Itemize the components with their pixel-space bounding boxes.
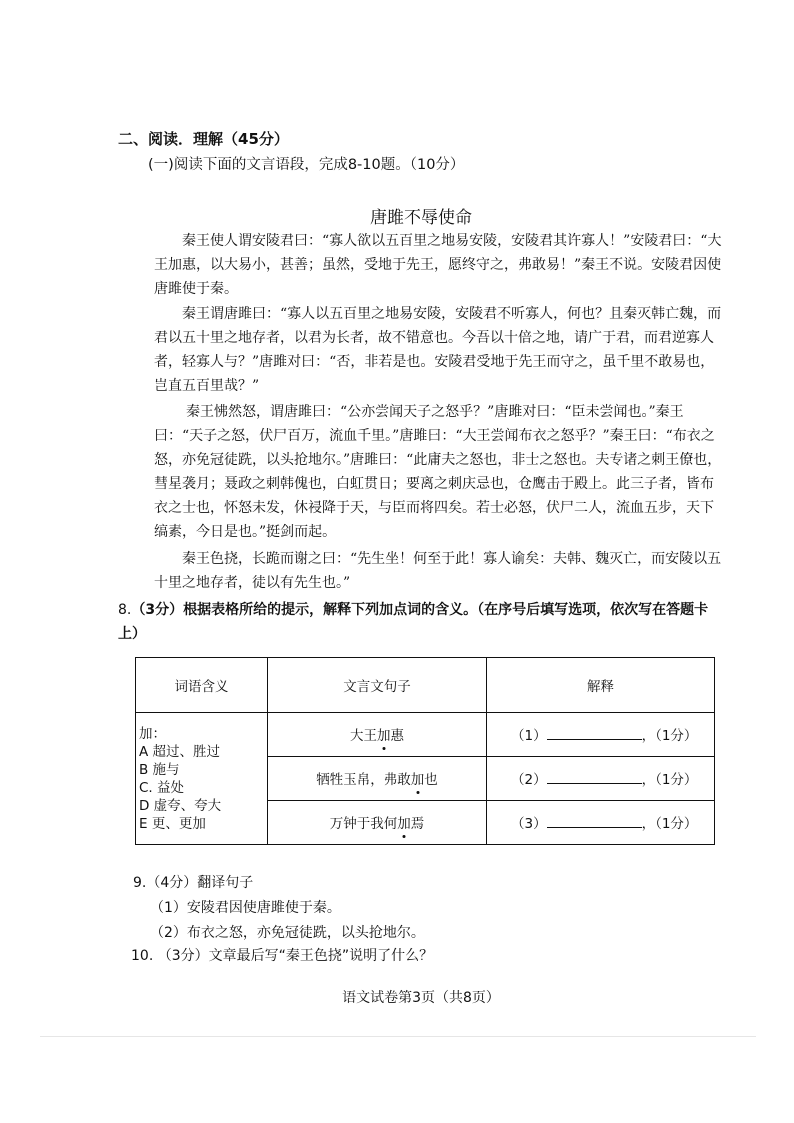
sentence-cell bbox=[268, 756, 487, 800]
sentence-text: 惠 bbox=[390, 728, 404, 745]
answer-score: ，（1分） bbox=[641, 772, 698, 789]
meaning-line: D 虚夸、夸大 bbox=[139, 797, 222, 814]
meaning-line: B 施与 bbox=[139, 761, 180, 778]
page-footer: 语文试卷第3页（共8页） bbox=[342, 990, 500, 1006]
subsection-title: (一)阅读下面的文言语段，完成8-10题。（10分） bbox=[148, 157, 465, 173]
dotted-word: 加 bbox=[397, 816, 411, 833]
dotted-word: 加 bbox=[377, 728, 391, 745]
article-paragraph: 秦王怫然怒，谓唐雎曰：“公亦尝闻天子之怒乎？”唐雎对曰：“臣未尝闻也。”秦王曰：“天子之怒，伏尸百万，流血千里。”唐雎曰：“大王尝闻布衣之怒乎？”秦王曰：“布衣之怒，亦免冠徒跣，以头抢地尔。”唐雎曰：“此庸夫之怒也，非士之怒也。夫专诸之刺王僚也，彗星袭月；聂政之刺韩傀也，白虹贯日；要离之刺庆忌也，仓鹰击于殿上。此三子者，皆布衣之士也，怀怒未发，休祲降于天，与臣而将四矣。若士必怒，伏尸二人，流血五步，天下缟素，今日是也。”挺剑而起。 bbox=[154, 404, 722, 540]
article-paragraph: 秦王谓唐雎曰：“寡人以五百里之地易安陵，安陵君不听寡人，何也？且秦灭韩亡魏，而君以五十里之地存者，以君为长者，故不错意也。今吾以十倍之地，请广于君，而君逆寡人者，轻寡人与？”唐雎对曰：“否，非若是也。安陵君受地于先王而守之，虽千里不敢易也，岂直五百里哉？” bbox=[154, 306, 722, 394]
question-9-title: 9.（4分）翻译句子 bbox=[133, 875, 254, 891]
table-row bbox=[136, 713, 715, 757]
question-text: （3分）根据表格所给的提示，解释下列加点词的含义。（在序号后填写选项，依次写在答题卡上） bbox=[118, 602, 709, 642]
question-number: 8. bbox=[118, 602, 132, 618]
meaning-line: 加： bbox=[139, 725, 166, 742]
question-9-item: （2）布衣之怒，亦免冠徒跣，以头抢地尔。 bbox=[150, 925, 425, 941]
answer-number: （1） bbox=[511, 728, 547, 745]
answer-cell bbox=[487, 756, 715, 800]
meaning-line: C. 益处 bbox=[139, 779, 185, 796]
sentence-text: 大王 bbox=[350, 728, 377, 745]
table-header: 解释 bbox=[487, 658, 715, 713]
answer-cell bbox=[487, 800, 715, 844]
answer-number: （2） bbox=[511, 772, 547, 789]
section-title: 二、阅读．理解（45分） bbox=[118, 130, 289, 148]
table-header-row bbox=[136, 658, 715, 713]
answer-cell bbox=[487, 713, 715, 757]
question-9-item: （1）安陵君因使唐雎使于秦。 bbox=[150, 900, 341, 916]
answer-table bbox=[135, 657, 715, 845]
answer-score: ，（1分） bbox=[641, 728, 698, 745]
meaning-line: A 超过、胜过 bbox=[139, 743, 221, 760]
answer-number: （3） bbox=[511, 816, 547, 833]
sentence-text: 也 bbox=[424, 772, 438, 789]
article-paragraph: 秦王使人谓安陵君曰：“寡人欲以五百里之地易安陵，安陵君其许寡人！”安陵君曰：“大王加惠，以大易小，甚善；虽然，受地于先王，愿终守之，弗敢易！”秦王不说。安陵君因使唐雎使于秦。 bbox=[154, 233, 722, 297]
table-header: 词语含义 bbox=[136, 658, 268, 713]
meaning-line: E 更、更加 bbox=[139, 815, 206, 832]
dotted-word: 加 bbox=[410, 772, 425, 789]
sentence-text: 牺牲玉帛，弗敢 bbox=[316, 772, 411, 789]
article-title: 唐雎不辱使命 bbox=[370, 208, 472, 228]
meaning-options bbox=[136, 713, 268, 845]
answer-blank[interactable] bbox=[547, 769, 642, 784]
article-paragraph: 秦王色挠，长跪而谢之曰：“先生坐！何至于此！寡人谕矣：夫韩、魏灭亡，而安陵以五十里之地存者，徒以有先生也。” bbox=[154, 551, 722, 591]
question-10: 10. （3分）文章最后写“秦王色挠”说明了什么？ bbox=[131, 948, 434, 964]
answer-blank[interactable] bbox=[547, 725, 642, 740]
question-8 bbox=[118, 598, 728, 646]
page-divider bbox=[40, 1036, 756, 1037]
answer-score: ，（1分） bbox=[641, 816, 698, 833]
sentence-text: 焉 bbox=[410, 816, 425, 833]
sentence-text: 万钟于我何 bbox=[329, 816, 398, 833]
sentence-cell bbox=[268, 713, 487, 757]
sentence-cell bbox=[268, 800, 487, 844]
answer-blank[interactable] bbox=[547, 813, 642, 828]
table-header: 文言文句子 bbox=[268, 658, 487, 713]
